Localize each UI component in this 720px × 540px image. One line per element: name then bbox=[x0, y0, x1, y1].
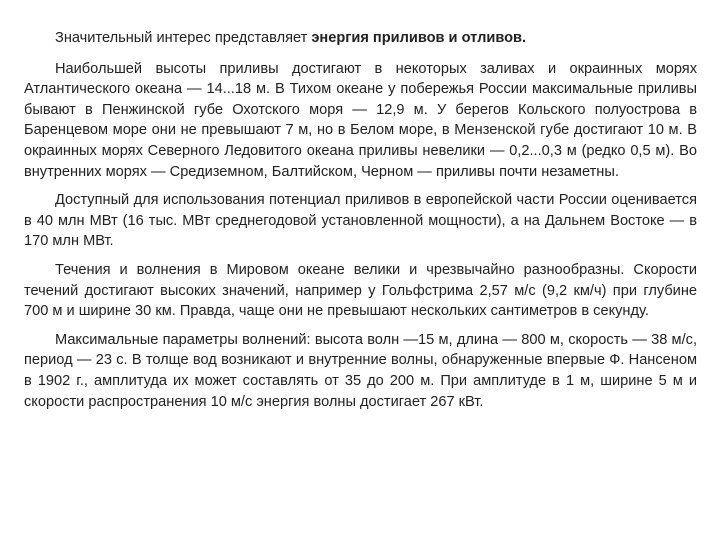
document-page bbox=[24, 28, 697, 412]
tides-height-paragraph: Наибольшей высоты приливы достигают в некоторых заливах и окраинных морях Атлантического океана — 14...18 м. В Тихом океане у побережья России максимальные приливы бывают в Пенжинской губе Охотского моря — 12,9 м. У берегов Кольского полуострова в Баренцевом море они не превышают 7 м, но в Белом море, в Мензенской губе достигают 10 м. В окраинных морях Северного Ледовитого океана приливы невелики — 0,2...0,3 м (редко 0,5 м). Во внутренних морях — Средиземном, Балтийском, Черном — приливы почти незаметны. bbox=[24, 60, 697, 180]
intro-lead-text: Значительный интерес представляет bbox=[55, 30, 312, 46]
intro-emphasis-text: энергия приливов и отливов. bbox=[311, 30, 527, 46]
currents-paragraph: Течения и волнения в Мировом океане велики и чрезвычайно разнообразны. Скорости течений достигают высоких значений, например у Гольфстрима 2,57 м/с (9,2 км/ч) при глубине 700 м и ширине 30 км. Правда, чаще они не превышают нескольких сантиметров в секунду. bbox=[24, 261, 697, 320]
intro-paragraph bbox=[24, 28, 697, 49]
tidal-potential-paragraph: Доступный для использования потенциал приливов в европейской части России оценивается в 40 млн МВт (16 тыс. МВт среднегодовой установленной мощности), а на Дальнем Востоке — в 170 млн МВт. bbox=[24, 192, 697, 250]
waves-paragraph: Максимальные параметры волнений: высота волн —15 м, длина — 800 м, скорость — 38 м/с, период — 23 с. В толще вод возникают и внутренние волны, обнаруженные впервые Ф. Нансеном в 1902 г., амплитуда их может составлять от 35 до 200 м. При амплитуде в 1 м, ширине 5 м и скорости распространения 10 м/с энергия волны достигает 267 кВт. bbox=[24, 331, 697, 410]
